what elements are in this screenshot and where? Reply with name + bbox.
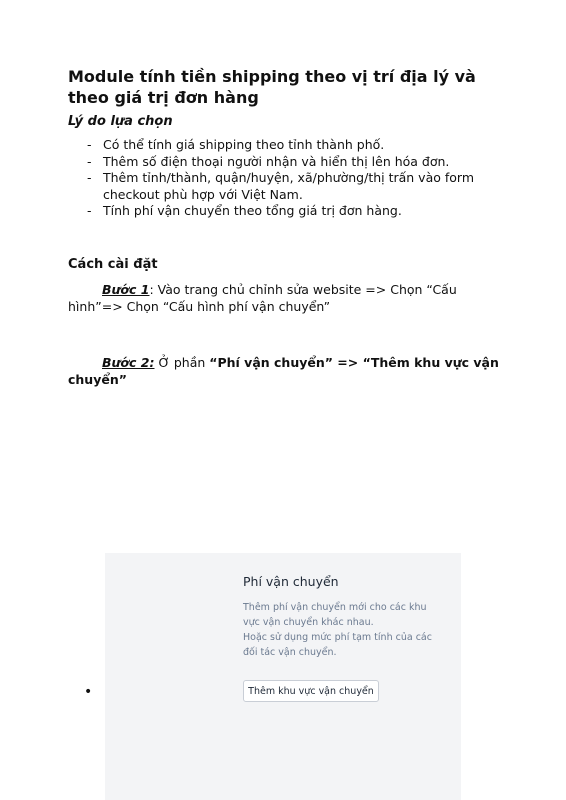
shipping-fee-title: Phí vận chuyển	[243, 574, 339, 589]
document-title: Module tính tiền shipping theo vị trí địa lý và theo giá trị đơn hàng	[68, 67, 476, 107]
reasons-heading: Lý do lựa chọn	[68, 114, 173, 129]
list-item: - Thêm số điện thoại người nhận và hiển thị lên hóa đơn.	[85, 154, 505, 171]
list-item: - Có thể tính giá shipping theo tỉnh thành phố.	[85, 137, 505, 154]
step-2-bold-text: “Phí vận chuyển” => “Thêm khu vực vận chuyển”	[68, 355, 499, 387]
step-2-prefix: Ở phần	[154, 355, 210, 370]
install-heading: Cách cài đặt	[68, 257, 158, 272]
list-item: - Thêm tỉnh/thành, quận/huyện, xã/phường/thị trấn vào form checkout phù hợp với Việt Nam.	[85, 170, 505, 203]
embedded-screenshot	[105, 553, 461, 800]
reasons-list	[85, 137, 505, 220]
step-1-text: : Vào trang chủ chỉnh sửa website => Chọn “Cấu hình”=> Chọn “Cấu hình phí vận chuyển”	[68, 282, 457, 314]
step-2-paragraph	[68, 354, 500, 388]
step-1-label: Bước 1	[102, 282, 150, 297]
description-line-1: Thêm phí vận chuyển mới cho các khu vực vận chuyển khác nhau.	[243, 602, 427, 628]
list-item: - Tính phí vận chuyển theo tổng giá trị đơn hàng.	[85, 203, 505, 220]
description-line-2: Hoặc sử dụng mức phí tạm tính của các đối tác vận chuyển.	[243, 632, 432, 658]
step-1-paragraph	[68, 281, 500, 315]
shipping-fee-description	[243, 600, 443, 660]
list-bullet: •	[84, 684, 93, 700]
add-shipping-zone-button[interactable]: Thêm khu vực vận chuyển	[243, 680, 379, 702]
step-2-label: Bước 2:	[102, 355, 155, 370]
